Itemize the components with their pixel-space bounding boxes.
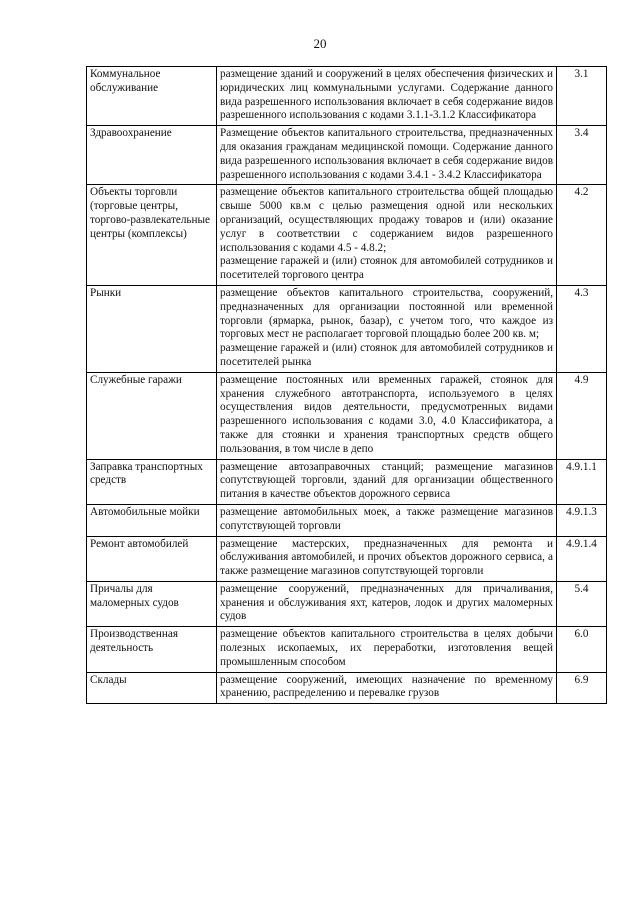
description-paragraph: размещение зданий и сооружений в целях обеспечения физических и юридических лиц коммунальными услугами. Содержание данного вида разрешенного использования включает в себя содержание видов разрешенного использования с кодами 3.1.1-3.1.2 Классификатора: [220, 68, 553, 122]
land-use-code-cell: 4.2: [557, 185, 607, 286]
description-paragraph: размещение объектов капитального строительства в целях добычи полезных ископаемых, их переработки, изготовления вещей промышленным способом: [220, 628, 553, 668]
land-use-code-cell: 6.9: [557, 672, 607, 704]
land-use-name-cell: Склады: [87, 672, 217, 704]
description-paragraph: размещение автозаправочных станций; размещение магазинов сопутствующей торговли, зданий для организации общественного питания в качестве объектов дорожного сервиса: [220, 460, 553, 501]
description-paragraph: размещение автомобильных моек, а также размещение магазинов сопутствующей торговли: [220, 505, 553, 532]
land-use-code-cell: 3.4: [557, 126, 607, 185]
land-use-code-cell: 4.9: [557, 372, 607, 459]
land-use-name-cell: Причалы для маломерных судов: [87, 581, 217, 626]
land-use-code-cell: 4.3: [557, 285, 607, 372]
land-use-name-cell: Заправка транспортных средств: [87, 459, 217, 504]
land-use-code-cell: 4.9.1.4: [557, 536, 607, 581]
land-use-name-cell: Рынки: [87, 285, 217, 372]
land-use-description-cell: [217, 285, 557, 372]
table-row: [87, 459, 607, 504]
land-use-table: [86, 66, 607, 704]
description-paragraph: Размещение объектов капитального строительства, предназначенных для оказания гражданам медицинской помощи. Содержание данного вида разрешенного использования включает в себя содержание видов разрешенного использования с кодами 3.4.1 - 3.4.2 Классификатора: [220, 127, 553, 181]
table-row: [87, 627, 607, 672]
land-use-code-cell: 3.1: [557, 67, 607, 126]
table-row: [87, 185, 607, 286]
land-use-code-cell: 4.9.1.3: [557, 504, 607, 536]
description-paragraph: размещение гаражей и (или) стоянок для автомобилей сотрудников и посетителей рынка: [220, 342, 553, 368]
description-paragraph: размещение гаражей и (или) стоянок для автомобилей сотрудников и посетителей торгового центра: [220, 255, 553, 282]
land-use-description-cell: [217, 504, 557, 536]
land-use-description-cell: [217, 372, 557, 459]
land-use-code-cell: 6.0: [557, 627, 607, 672]
table-row: [87, 581, 607, 626]
table-row: [87, 285, 607, 372]
table-body: [87, 67, 607, 704]
land-use-name-cell: Производственная деятельность: [87, 627, 217, 672]
land-use-name-cell: Объекты торговли (торговые центры, торгово-развлекательные центры (комплексы): [87, 185, 217, 286]
table-row: [87, 672, 607, 704]
land-use-name-cell: Служебные гаражи: [87, 372, 217, 459]
table-row: [87, 67, 607, 126]
land-use-description-cell: [217, 627, 557, 672]
description-paragraph: размещение объектов капитального строительства общей площадью свыше 5000 кв.м с целью размещения одной или нескольких организаций, осуществляющих продажу товаров и (или) оказание услуг в соответствии с содержанием видов разрешенного использования с кодами 4.5 - 4.8.2;: [220, 186, 553, 254]
land-use-name-cell: Коммунальное обслуживание: [87, 67, 217, 126]
land-use-description-cell: [217, 672, 557, 704]
description-paragraph: размещение сооружений, имеющих назначение по временному хранению, распределению и перевалке грузов: [220, 673, 553, 700]
table-row: [87, 372, 607, 459]
description-paragraph: размещение мастерских, предназначенных для ремонта и обслуживания автомобилей, и прочих объектов дорожного сервиса, а также размещение магазинов сопутствующей торговли: [220, 537, 553, 578]
land-use-description-cell: [217, 67, 557, 126]
page-number: 20: [313, 36, 327, 51]
land-use-name-cell: Автомобильные мойки: [87, 504, 217, 536]
land-use-name-cell: Ремонт автомобилей: [87, 536, 217, 581]
land-use-code-cell: 4.9.1.1: [557, 459, 607, 504]
description-paragraph: размещение постоянных или временных гаражей, стоянок для хранения служебного автотранспорта, используемого в целях осуществления видов деятельности, предусмотренных видами разрешенного использования с кодами 3.0, 4.0 Классификатора, а также для стоянки и хранения транспортных средств общего пользования, в том числе в депо: [220, 373, 553, 455]
land-use-description-cell: [217, 126, 557, 185]
table-row: [87, 536, 607, 581]
land-use-description-cell: [217, 581, 557, 626]
table-row: [87, 504, 607, 536]
table-row: [87, 126, 607, 185]
description-paragraph: размещение объектов капитального строительства, сооружений, предназначенных для организации постоянной или временной торговли (ярмарка, рынок, базар), с учетом того, что каждое из торговых мест не располагает торговой площадью более 200 кв. м;: [220, 286, 553, 341]
land-use-description-cell: [217, 185, 557, 286]
description-paragraph: размещение сооружений, предназначенных для причаливания, хранения и обслуживания яхт, катеров, лодок и других маломерных судов: [220, 582, 553, 623]
land-use-code-cell: 5.4: [557, 581, 607, 626]
land-use-name-cell: Здравоохранение: [87, 126, 217, 185]
land-use-description-cell: [217, 459, 557, 504]
land-use-description-cell: [217, 536, 557, 581]
